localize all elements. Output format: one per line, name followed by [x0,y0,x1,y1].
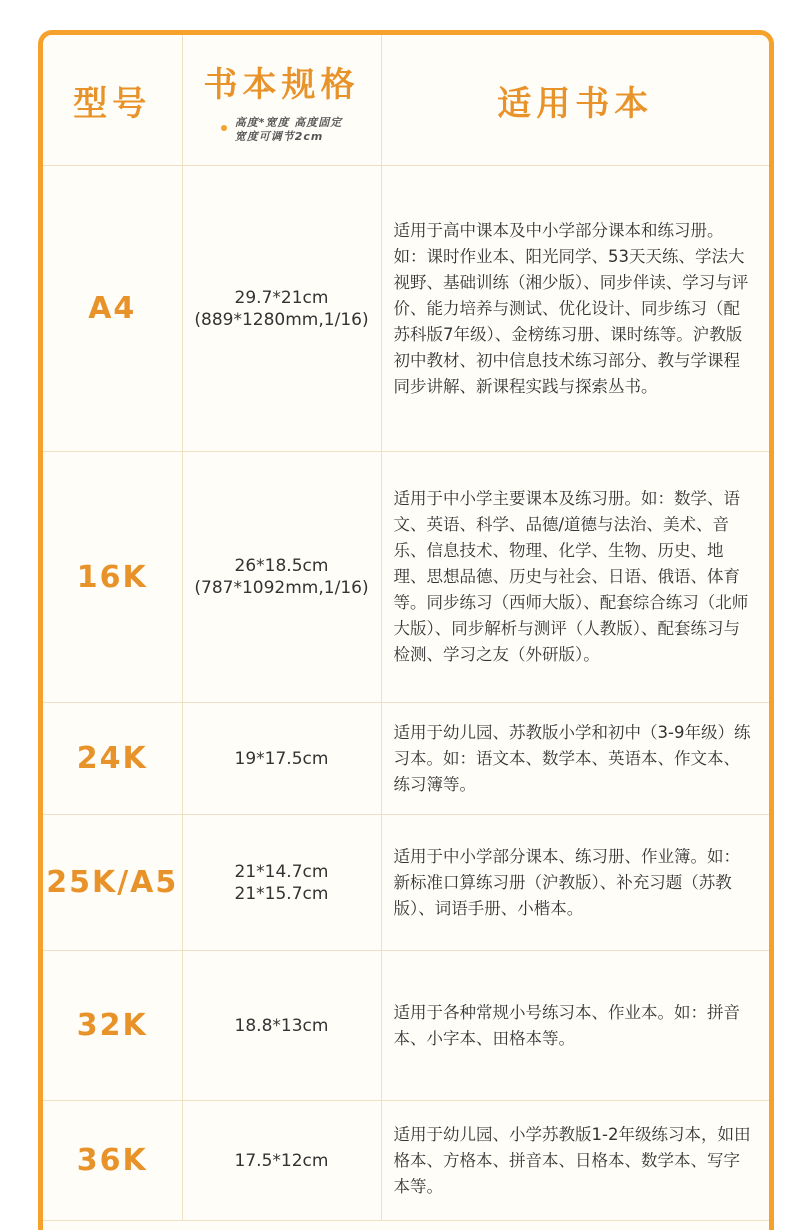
header-model [43,35,182,166]
row-spec-line1: 26*18.5cm [234,556,329,576]
header-spec [182,35,381,166]
bullet-dot-icon [221,125,227,131]
row-spec [182,815,381,951]
row-usage: 适用于各种常规小号练习本、作业本。如：拼音本、小字本、田格本等。 [381,951,769,1101]
row-spec [182,452,381,703]
row-usage: 适用于幼儿园、苏教版小学和初中（3-9年级）练习本。如：语文本、数学本、英语本、作文本、练习簿等。 [381,703,769,815]
row-model: A4 [43,166,182,452]
row-spec-line1: 19*17.5cm [234,748,329,769]
row-spec [182,703,381,815]
table-header-row [43,35,769,166]
table-row [43,815,769,951]
header-spec-note-line2: 宽度可调节2cm [234,129,324,143]
row-spec-line1: 18.8*13cm [234,1015,329,1036]
row-usage: 适用于中小学主要课本及练习册。如：数学、语文、英语、科学、品德/道德与法治、美术、音乐、信息技术、物理、化学、生物、历史、地理、思想品德、历史与社会、日语、俄语、体育等。同步练习（西师大版）、配套综合练习（北师大版）、同步解析与测评（人教版）、配套练习与检测、学习之友（外研版）。 [381,452,769,703]
book-spec-table [43,35,769,1221]
row-model: 32K [43,951,182,1101]
spec-table-card [38,30,774,1230]
row-spec-line1: 21*14.7cm [234,861,329,882]
row-spec-line2: (787*1092mm,1/16) [194,578,369,598]
row-spec-line1: 29.7*21cm [234,287,329,308]
table-row [43,951,769,1101]
table-row [43,703,769,815]
table-row [43,1101,769,1221]
row-usage: 适用于高中课本及中小学部分课本和练习册。如：课时作业本、阳光同学、53天天练、学法大视野、基础训练（湘少版）、同步伴读、学习与评价、能力培养与测试、优化设计、同步练习（配苏科版7年级）、金榜练习册、课时练等。沪教版初中教材、初中信息技术练习部分、教与学课程同步讲解、新课程实践与探索丛书。 [381,166,769,452]
header-usage-label: 适用书本 [497,83,654,124]
header-spec-label: 书本规格 [203,64,360,105]
row-spec [182,1101,381,1221]
row-spec-line2: (889*1280mm,1/16) [194,309,369,330]
row-spec-line2: 21*15.7cm [234,883,329,904]
row-spec [182,166,381,452]
header-model-label: 型号 [73,83,152,124]
row-spec [182,951,381,1101]
table-row [43,452,769,703]
row-usage: 适用于中小学部分课本、练习册、作业簿。如：新标准口算练习册（沪教版）、补充习题（苏教版）、词语手册、小楷本。 [381,815,769,951]
row-spec-line1: 17.5*12cm [234,1150,329,1171]
header-spec-note-line1: 高度*宽度 高度固定 [234,115,343,129]
row-model: 16K [43,452,182,703]
header-spec-note [183,116,381,144]
row-usage: 适用于幼儿园、小学苏教版1-2年级练习本，如田格本、方格本、拼音本、日格本、数学本、写字本等。 [381,1101,769,1221]
row-model: 36K [43,1101,182,1221]
header-usage [381,35,769,166]
row-model: 24K [43,703,182,815]
row-model: 25K/A5 [43,815,182,951]
table-row [43,166,769,452]
